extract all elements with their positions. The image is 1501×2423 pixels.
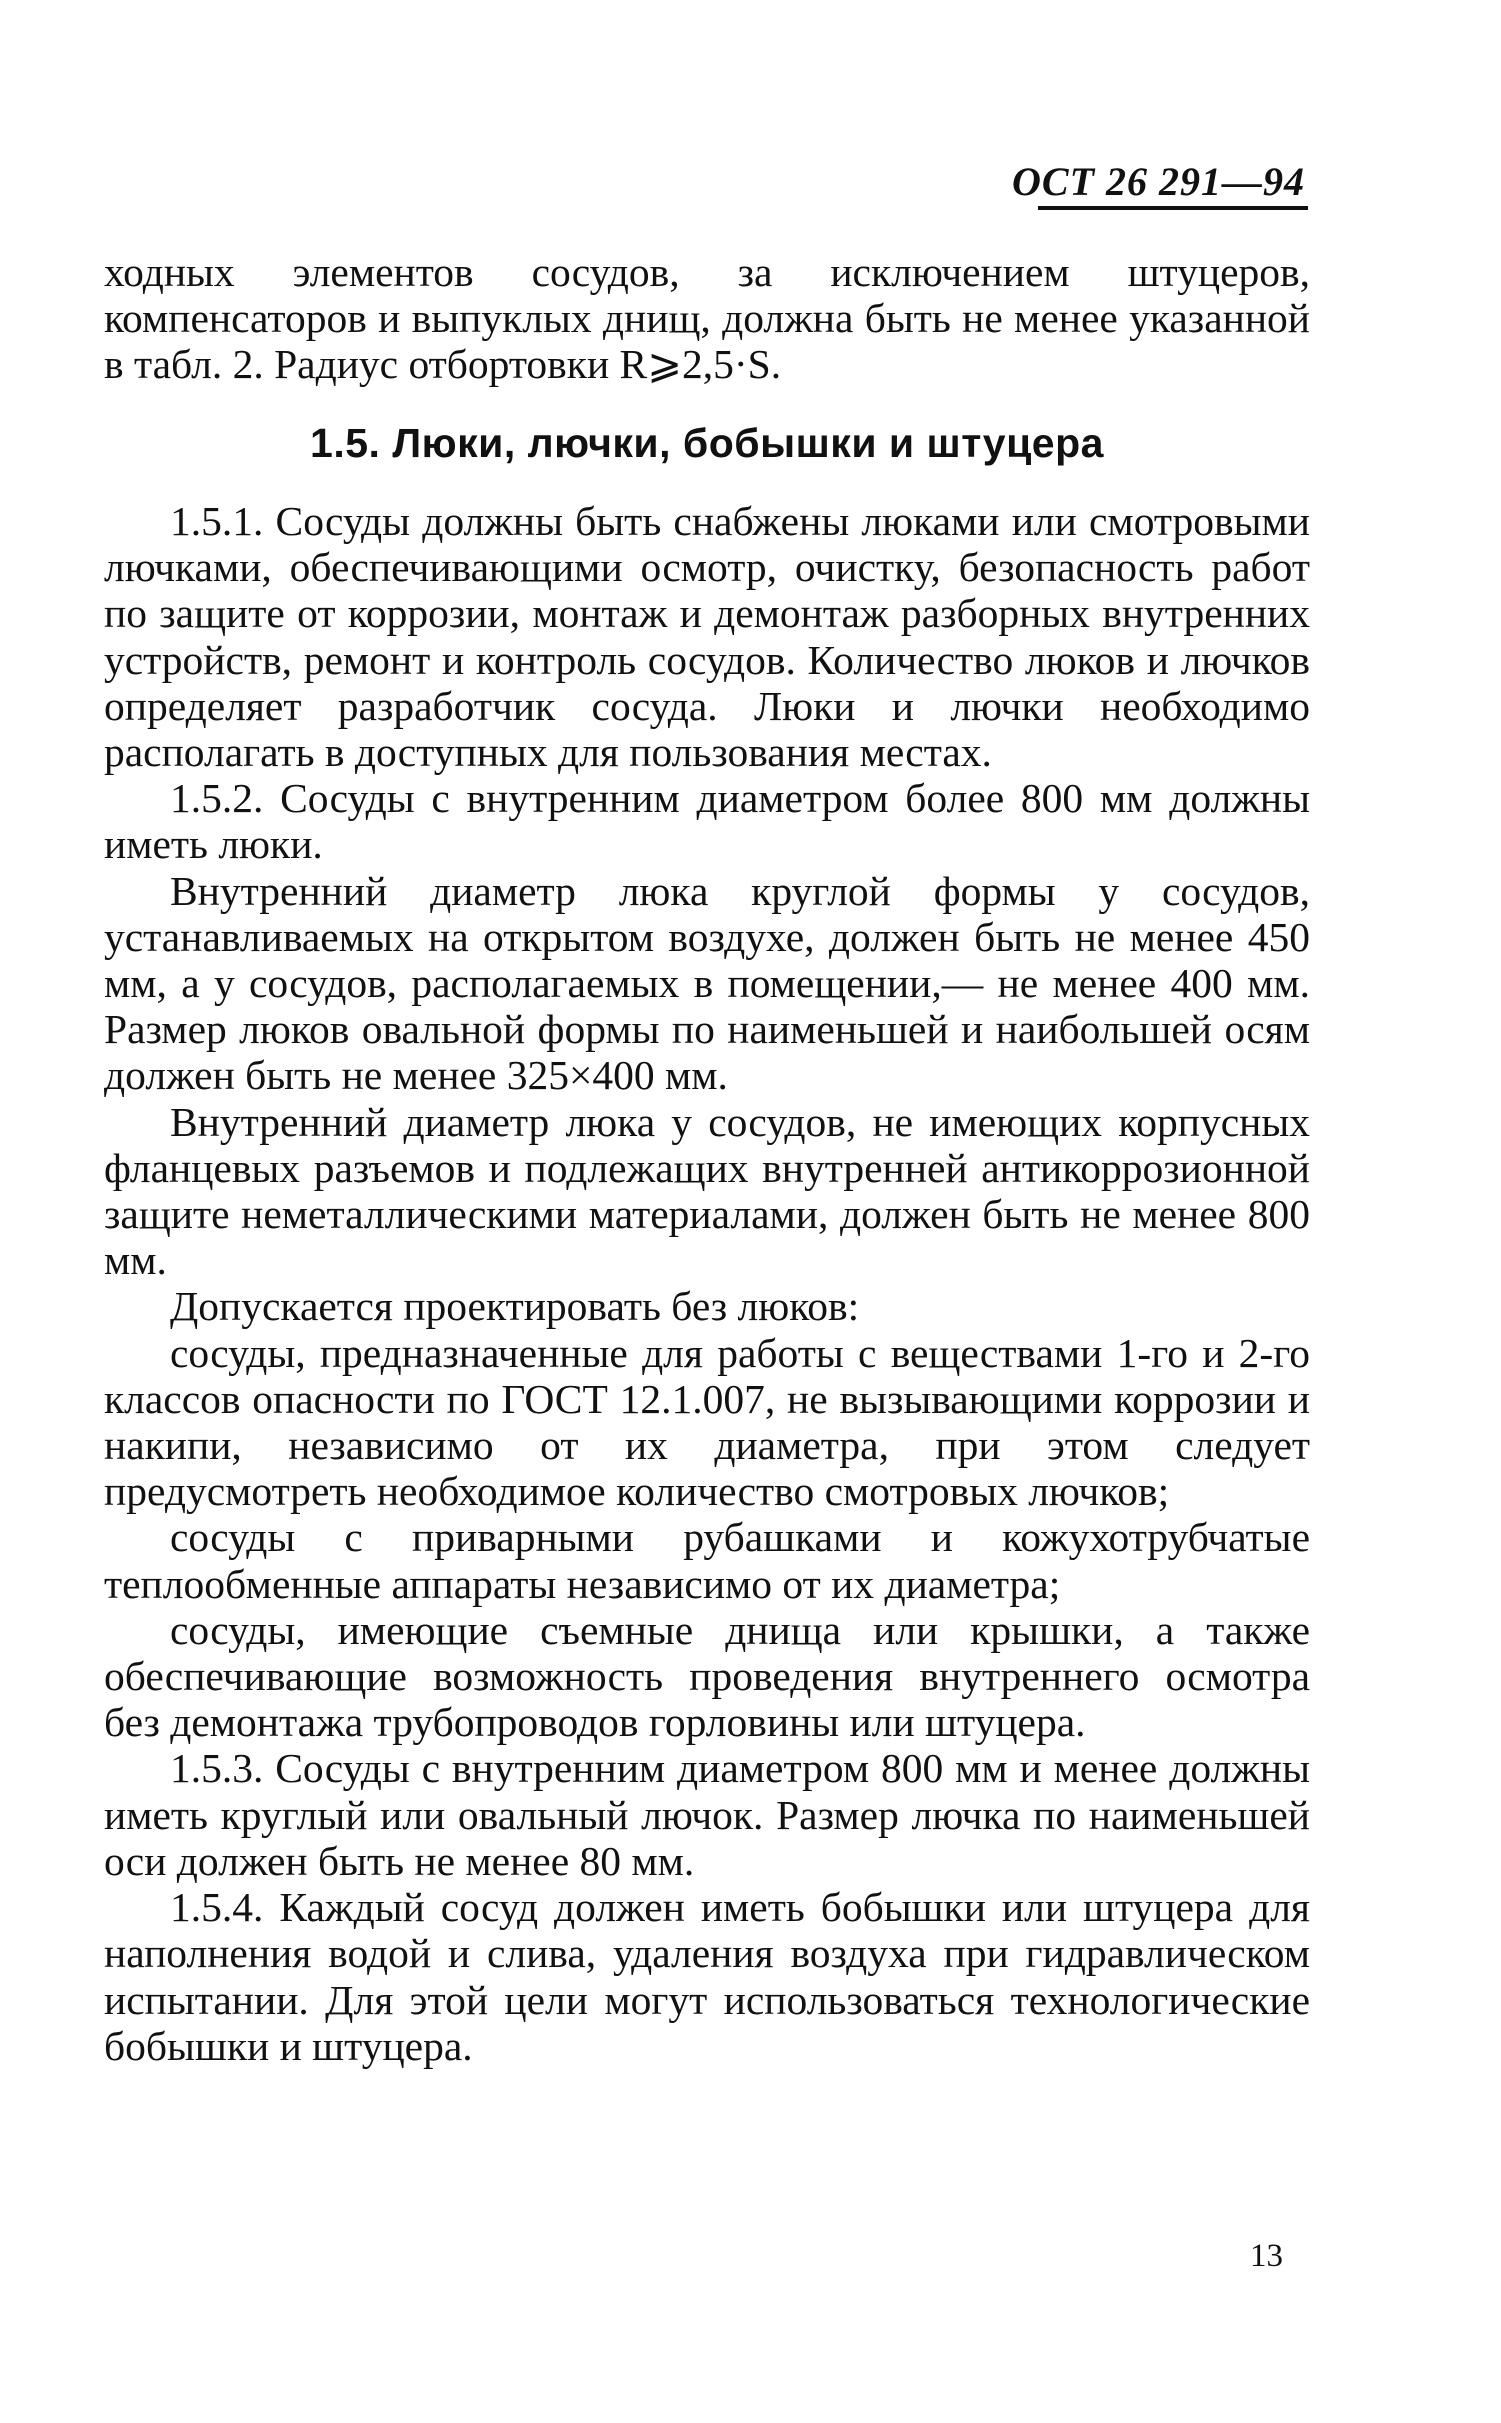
intro-paragraph: ходных элементов сосудов, за исключением штуцеров, компенсаторов и выпуклых днищ, должна быть не менее указанной в табл. 2. Радиус отбортовки R⩾2,5·S. bbox=[104, 249, 1310, 388]
page-number: 13 bbox=[1250, 2238, 1283, 2274]
paragraph-hatch-diameter: Внутренний диаметр люка круглой формы у сосудов, устанавливаемых на открытом воздухе, должен быть не менее 450 мм, а у сосудов, располагаемых в помещении,— не менее 400 мм. Размер люков овальной формы по наименьшей и наибольшей осям должен быть не менее 325×400 мм. bbox=[104, 867, 1310, 1099]
section-heading: 1.5. Люки, лючки, бобышки и штуцера bbox=[310, 420, 1104, 466]
paragraph-1-5-4: 1.5.4. Каждый сосуд должен иметь бобышки или штуцера для наполнения водой и слива, удаления воздуха при гидравлическом испытании. Для этой цели могут использоваться технологические бобышки и штуцера. bbox=[104, 1884, 1310, 2069]
paragraph-allowed-without-hatches: Допускается проектировать без люков: bbox=[170, 1283, 860, 1330]
intro-block bbox=[104, 249, 1310, 388]
paragraph-hatch-anticorrosion: Внутренний диаметр люка у сосудов, не имеющих корпусных фланцевых разъемов и подлежащих внутренней антикоррозионной защите неметаллическими материалами, должен быть не менее 800 мм. bbox=[104, 1098, 1310, 1284]
list-item-jackets: сосуды с приварными рубашками и кожухотрубчатые теплообменные аппараты независимо от их диаметра; bbox=[104, 1514, 1310, 1607]
header-rule bbox=[1038, 206, 1308, 210]
paragraph-1-5-3: 1.5.3. Сосуды с внутренним диаметром 800 мм и менее должны иметь круглый или овальный лючок. Размер лючка по наименьшей оси должен быть не менее 80 мм. bbox=[104, 1745, 1310, 1884]
list-item-hazard-class: сосуды, предназначенные для работы с веществами 1-го и 2-го классов опасности по ГОСТ 12.1.007, не вызывающими коррозии и накипи, независимо от их диаметра, при этом следует предусмотреть необходимое количество смотровых лючков; bbox=[104, 1329, 1310, 1515]
document-code: ОСТ 26 291—94 bbox=[1012, 159, 1305, 204]
paragraph-1-5-2: 1.5.2. Сосуды с внутренним диаметром более 800 мм должны иметь люки. bbox=[104, 775, 1310, 868]
paragraph-1-5-1: 1.5.1. Сосуды должны быть снабжены люками или смотровыми лючками, обеспечивающими осмотр, очистку, безопасность работ по защите от коррозии, монтаж и демонтаж разборных внутренних устройств, ремонт и контроль сосудов. Количество люков и лючков определяет разработчик сосуда. Люки и лючки необходимо располагать в доступных для пользования местах. bbox=[104, 498, 1310, 776]
section-body bbox=[104, 498, 1310, 2069]
list-item-removable-heads: сосуды, имеющие съемные днища или крышки, а также обеспечивающие возможность проведения внутреннего осмотра без демонтажа трубопроводов горловины или штуцера. bbox=[104, 1606, 1310, 1746]
